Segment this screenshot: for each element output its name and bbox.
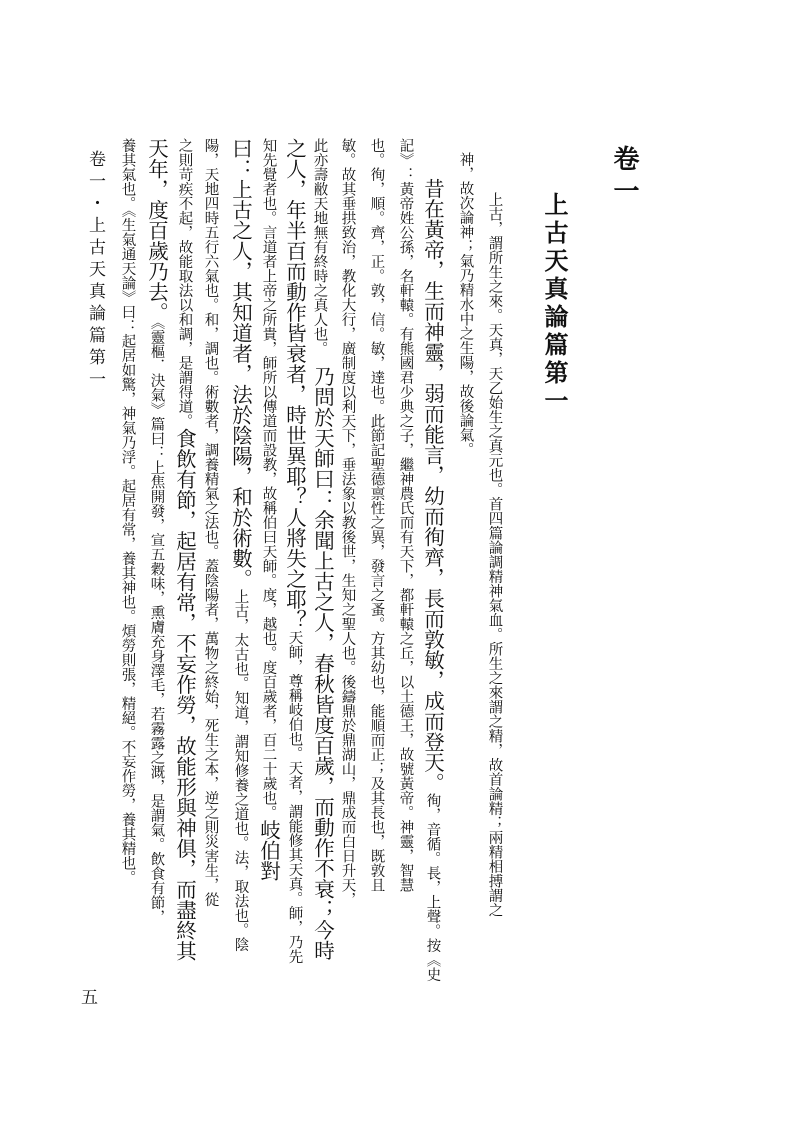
commentary-line	[258, 138, 279, 881]
commentary-note: 上古，太古也。知道，謂知修養之道也。法，取法也。陰	[232, 589, 249, 952]
running-title: 卷一・上古天真論篇第一	[85, 150, 105, 392]
main-text-column	[422, 178, 443, 982]
volume-title: 卷一	[609, 145, 639, 209]
commentary-note: 《靈樞．決氣》篇曰：上焦開發，宣五穀味，熏膚充身澤毛，若霧露之溉，是謂氣。飲食有節，	[148, 322, 165, 925]
commentary-line: 養其氣也。《生氣通天論》曰：起居如驚，神氣乃浮。起居有常，養其神也。煩勞則張，精絕。不妄作勞，養其精也。	[119, 138, 136, 885]
main-text-column	[230, 138, 251, 952]
commentary-text: 之則苛疾不起，故能取法以和調，是謂得道。	[176, 138, 193, 428]
commentary-line	[174, 138, 195, 961]
main-text: 之人，年半百而動作皆衰者，時世異耶？人將失之耶？	[282, 138, 307, 630]
commentary-line: 陽，天地四時五行六氣也。和，調也。術數者，調養精氣之法也。蓋陰陽者，萬物之終始，死生之本，逆之則災害生，從	[202, 138, 219, 907]
intro-annotation-line: 上古，謂所生之來。天真，天乙始生之真元也。首四篇論調精神氣血。所生之來謂之精，故首論精；兩精相搏謂之	[486, 192, 503, 917]
main-text: 天年，度百歲乃去。	[144, 138, 169, 323]
main-text: 食飲有節，起居有常，不妄作勞，故能形與神俱，而盡終其	[172, 428, 197, 961]
commentary-line: 此亦壽敝天地無有終時之真人也。	[311, 138, 328, 356]
main-text-column	[312, 366, 333, 961]
main-text: 曰：上古之人，其知道者，法於陰陽，和於術數。	[228, 138, 253, 589]
main-text-column	[284, 138, 305, 964]
commentary-line: 敏。故其垂拱致治，教化大行，廣制度以利天下，垂法象以教後世，生知之聖人也。後鑄鼎於鼎湖山，鼎成而白日升天，	[339, 138, 356, 907]
commentary-note: 天師，尊稱岐伯也。天者，謂能修其天真。師，乃先	[286, 630, 303, 964]
main-text-column	[146, 138, 167, 924]
commentary-line: 也。徇，順。齊，正。敦，信。敏，達也。此節記聖德禀性之異，發言之蚤。方其幼也，能順而正；及其長也，既敦且	[368, 138, 385, 892]
main-text: 乃問於天師曰：余聞上古之人，春秋皆度百歲，而動作不衰；今時	[310, 366, 335, 961]
intro-annotation-line: 神，故次論神；氣乃精水中之生陽，故後論氣。	[457, 152, 474, 457]
chapter-title: 上古天真論篇第一	[540, 192, 569, 416]
main-text: 昔在黃帝，生而神靈，弱而能言，幼而徇齊，長而敦敏，成而登天。	[420, 178, 445, 793]
commentary-text: 知先覺者也。言道者上帝之所貴，師所以傳道而設教，故稱伯曰天師。度，越也。度百歲者，百二十歲也。	[260, 138, 277, 820]
page-number: 五	[77, 988, 97, 1005]
main-text: 岐伯對	[256, 819, 281, 881]
commentary-note: 徇，音循。長，上聲。按《史	[424, 793, 441, 982]
commentary-line: 記》：黃帝姓公孫，名軒轅。有熊國君少典之子，繼神農氏而有天下，都軒轅之丘，以土德王，故號黃帝。神靈，智慧	[397, 138, 414, 892]
